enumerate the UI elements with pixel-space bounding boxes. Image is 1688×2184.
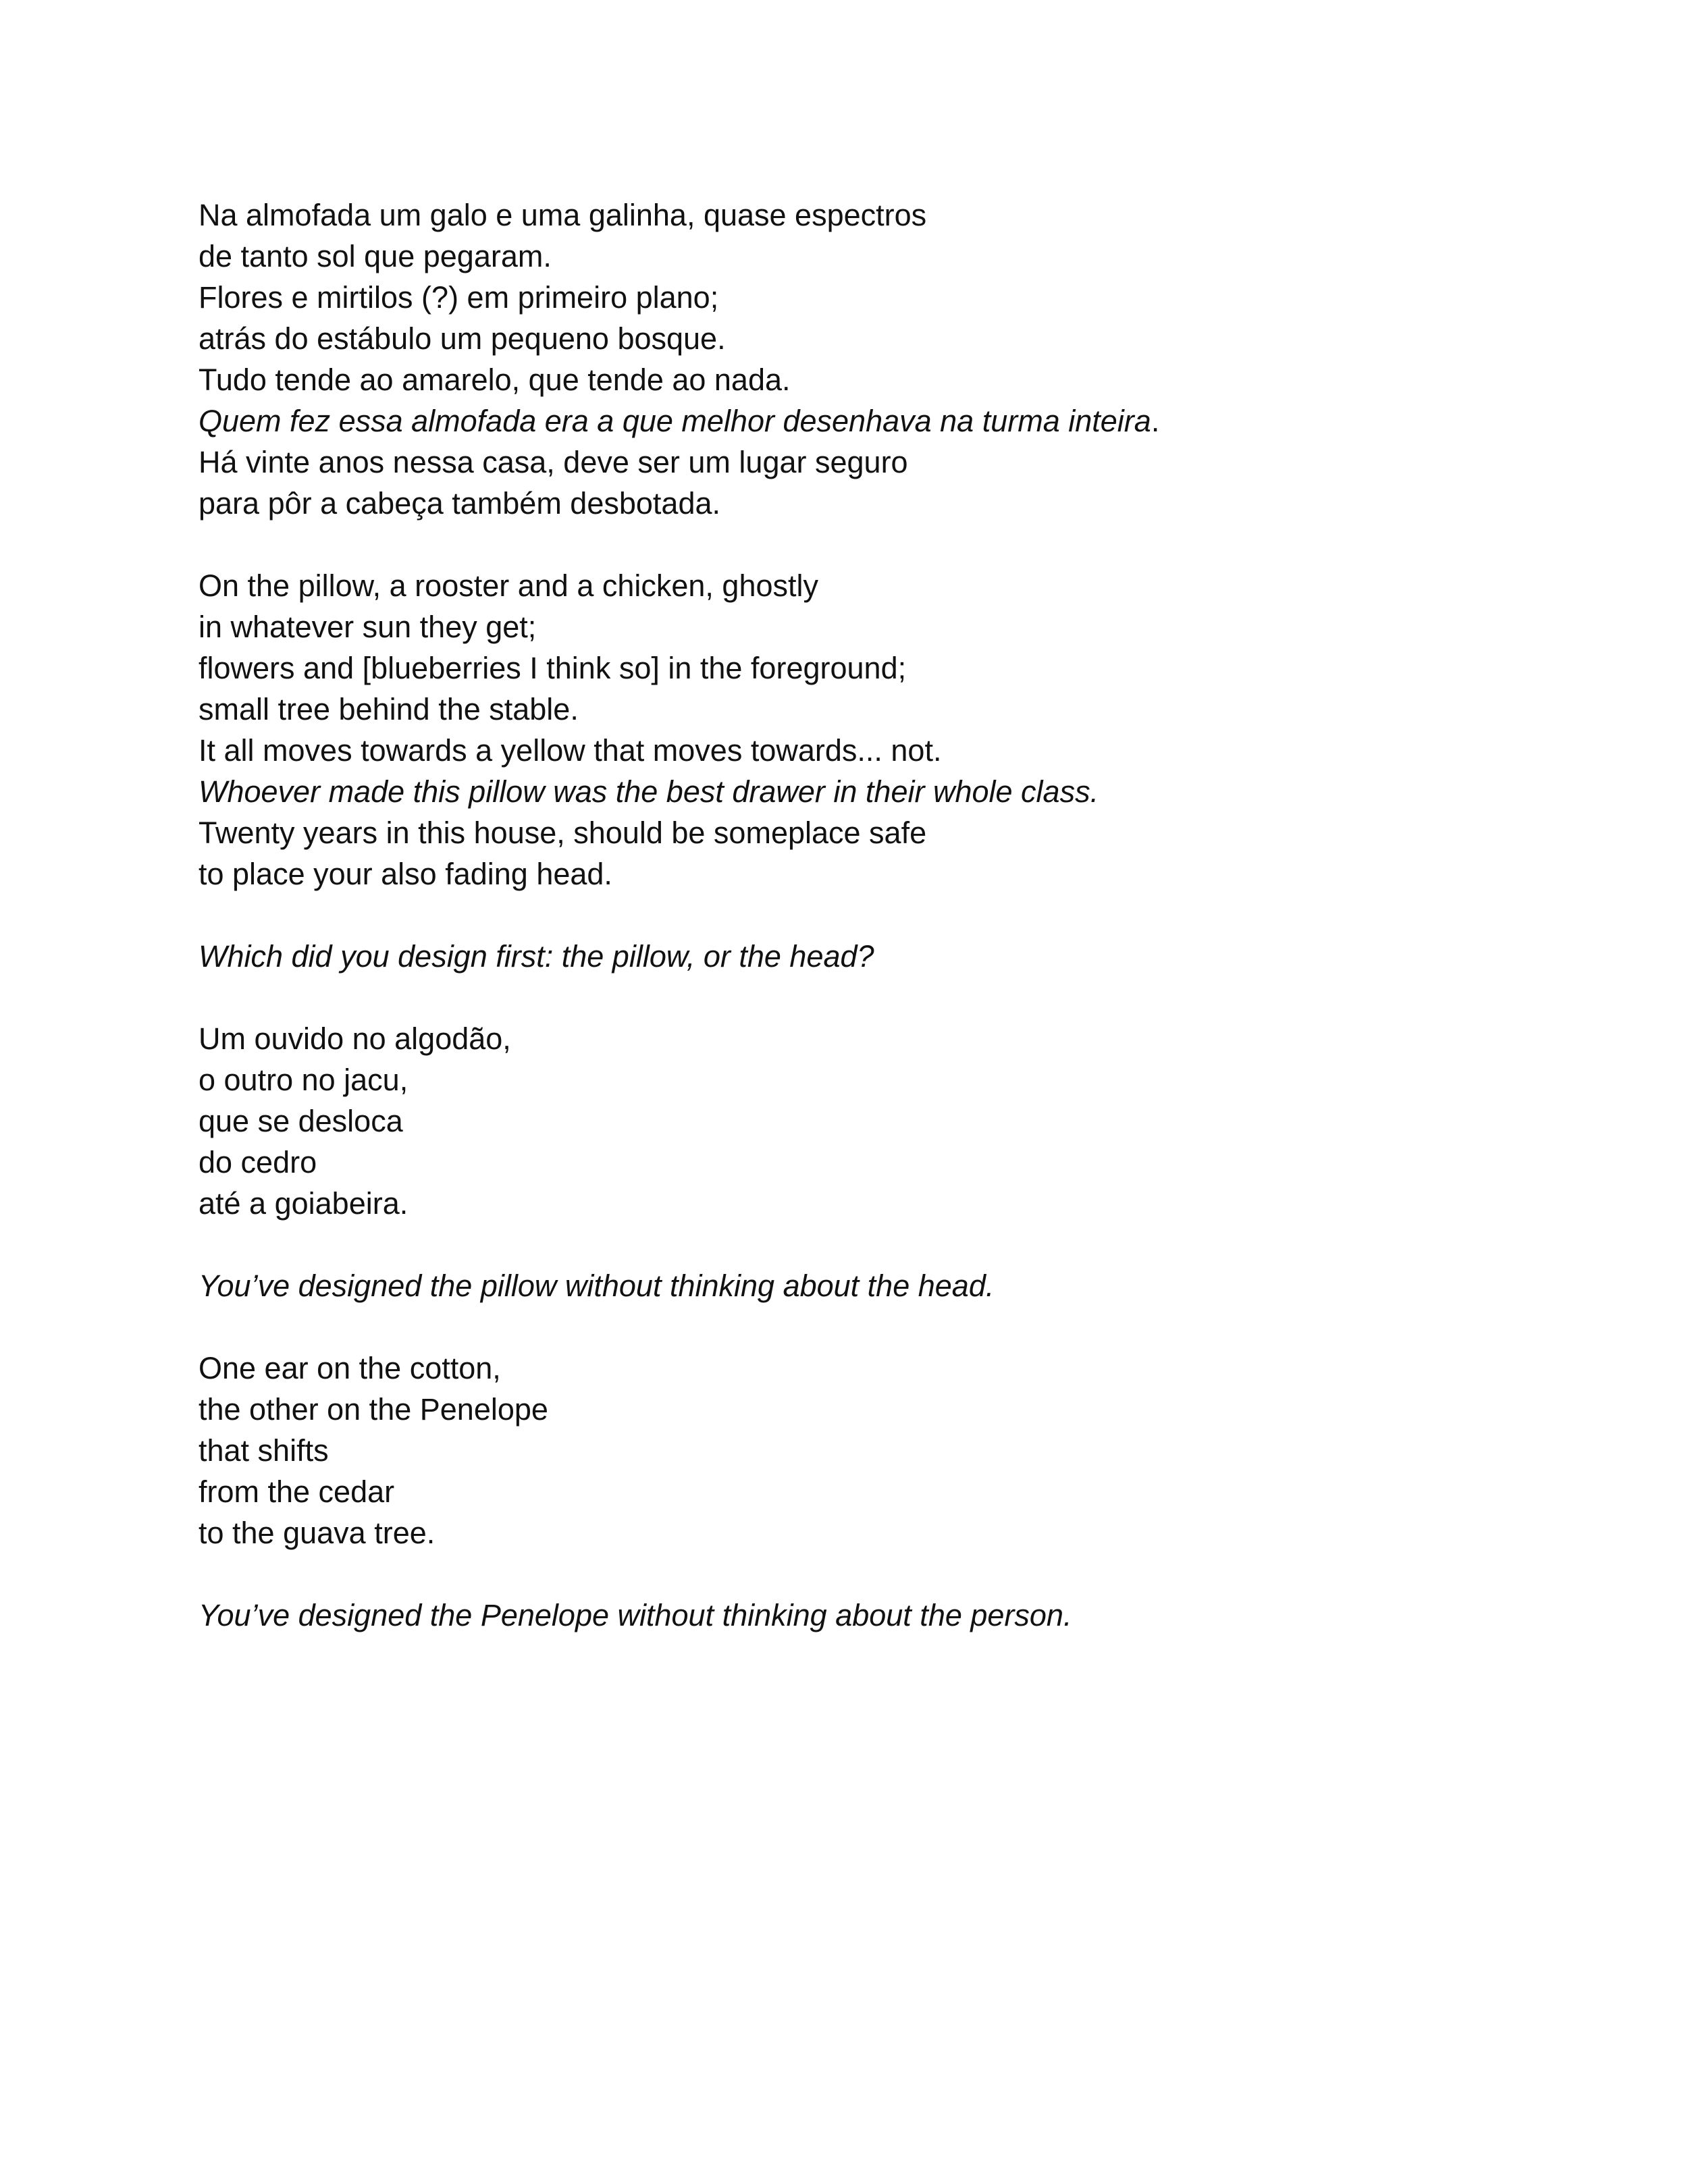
poem-line bbox=[199, 1595, 1549, 1636]
poem-line bbox=[199, 1512, 1549, 1553]
poem-line-text: to the guava tree. bbox=[199, 1516, 436, 1550]
stanza-gap bbox=[199, 895, 1549, 936]
poem-line bbox=[199, 442, 1549, 483]
poem-line-text: the other on the Penelope bbox=[199, 1392, 548, 1427]
poem-line bbox=[199, 1100, 1549, 1142]
poem-line bbox=[199, 236, 1549, 277]
poem-line-text: Um ouvido no algodão, bbox=[199, 1021, 511, 1056]
poem-line-text: para pôr a cabeça também desbotada. bbox=[199, 486, 720, 521]
stanza bbox=[199, 1348, 1549, 1553]
poem-line bbox=[199, 1183, 1549, 1224]
poem-line bbox=[199, 277, 1549, 318]
stanza bbox=[199, 1265, 1549, 1306]
poem-line-text: Tudo tende ao amarelo, que tende ao nada. bbox=[199, 363, 791, 397]
poem-line-text: Há vinte anos nessa casa, deve ser um lugar seguro bbox=[199, 445, 908, 479]
poem-line bbox=[199, 194, 1549, 236]
poem-line bbox=[199, 400, 1549, 442]
poem-line-text: that shifts bbox=[199, 1433, 329, 1468]
poem-line-text: One ear on the cotton, bbox=[199, 1351, 501, 1385]
poem-line-text: do cedro bbox=[199, 1145, 317, 1179]
poem-line bbox=[199, 359, 1549, 400]
poem-line bbox=[199, 565, 1549, 606]
poem-line bbox=[199, 1348, 1549, 1389]
stanza bbox=[199, 1018, 1549, 1224]
poem-line bbox=[199, 1059, 1549, 1100]
poem-line-suffix: . bbox=[1151, 404, 1160, 438]
stanza bbox=[199, 565, 1549, 895]
poem-line-text: It all moves towards a yellow that moves towards... not. bbox=[199, 733, 942, 768]
poem-line bbox=[199, 771, 1549, 812]
stanza-gap bbox=[199, 1224, 1549, 1265]
poem-line-text: Na almofada um galo e uma galinha, quase espectros bbox=[199, 198, 927, 232]
poem-line-text: On the pillow, a rooster and a chicken, ghostly bbox=[199, 568, 819, 603]
poem-line bbox=[199, 318, 1549, 359]
stanza-gap bbox=[199, 977, 1549, 1018]
poem-line bbox=[199, 730, 1549, 771]
poem-line bbox=[199, 812, 1549, 853]
poem-line bbox=[199, 1018, 1549, 1059]
poem-line bbox=[199, 483, 1549, 524]
poem-body bbox=[199, 194, 1549, 1636]
stanza-gap bbox=[199, 524, 1549, 565]
poem-line-text: from the cedar bbox=[199, 1474, 395, 1509]
poem-line-italic-text: Whoever made this pillow was the best drawer in their whole class. bbox=[199, 774, 1099, 809]
poem-line-italic-text: You’ve designed the Penelope without thinking about the person. bbox=[199, 1598, 1072, 1632]
poem-line-text: que se desloca bbox=[199, 1104, 403, 1138]
poem-line-text: flowers and [blueberries I think so] in the foreground; bbox=[199, 651, 907, 685]
poem-line-italic-text: Quem fez essa almofada era a que melhor desenhava na turma inteira bbox=[199, 404, 1151, 438]
stanza bbox=[199, 936, 1549, 977]
poem-line bbox=[199, 1471, 1549, 1512]
poem-line-text: small tree behind the stable. bbox=[199, 692, 579, 726]
poem-line bbox=[199, 1430, 1549, 1471]
poem-line-text: Flores e mirtilos (?) em primeiro plano; bbox=[199, 280, 719, 315]
poem-line bbox=[199, 1389, 1549, 1430]
poem-line bbox=[199, 647, 1549, 689]
poem-line-text: Twenty years in this house, should be someplace safe bbox=[199, 816, 927, 850]
stanza-gap bbox=[199, 1553, 1549, 1595]
stanza-gap bbox=[199, 1306, 1549, 1348]
poem-line-text: até a goiabeira. bbox=[199, 1186, 408, 1221]
poem-line bbox=[199, 936, 1549, 977]
poem-line-text: in whatever sun they get; bbox=[199, 610, 537, 644]
stanza bbox=[199, 194, 1549, 524]
poem-line-text: to place your also fading head. bbox=[199, 857, 612, 891]
poem-line bbox=[199, 1142, 1549, 1183]
stanza bbox=[199, 1595, 1549, 1636]
poem-line-italic-text: You’ve designed the pillow without thinking about the head. bbox=[199, 1269, 995, 1303]
poem-line-text: de tanto sol que pegaram. bbox=[199, 239, 552, 273]
poem-line bbox=[199, 689, 1549, 730]
poem-line-text: atrás do estábulo um pequeno bosque. bbox=[199, 321, 726, 356]
poem-line bbox=[199, 853, 1549, 895]
poem-line-text: o outro no jacu, bbox=[199, 1063, 408, 1097]
poem-line-italic-text: Which did you design first: the pillow, or the head? bbox=[199, 939, 874, 974]
poem-line bbox=[199, 1265, 1549, 1306]
poem-line bbox=[199, 606, 1549, 647]
